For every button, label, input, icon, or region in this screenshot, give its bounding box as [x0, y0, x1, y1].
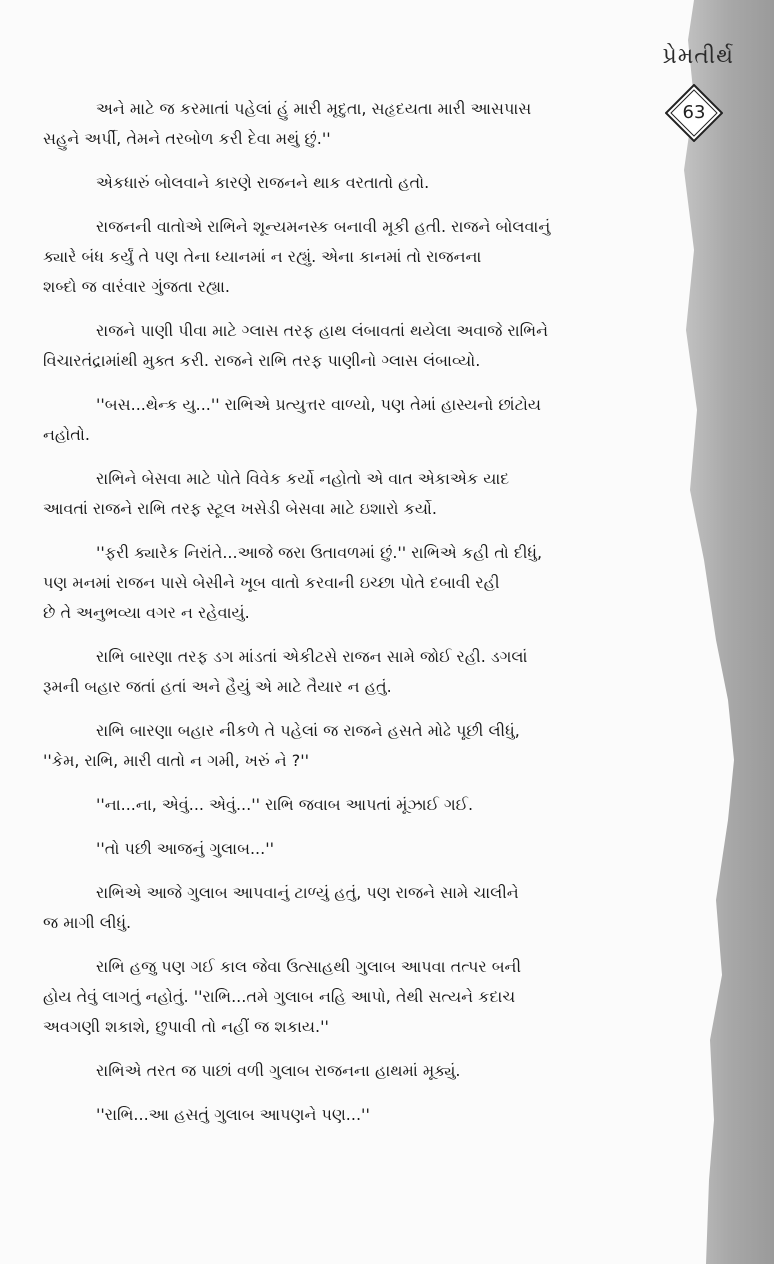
text-line: રાભિએ આજે ગુલાબ આપવાનું ટાળ્યું હતું, પણ રાજને સામે ચાલીને	[96, 883, 519, 902]
text-line: ''રાભિ...આ હસતું ગુલાબ આપણને પણ...''	[96, 1105, 370, 1124]
paragraph	[96, 834, 656, 864]
page-number: 63	[682, 102, 706, 123]
text-line: છે તે અનુભવ્યા વગર ન રહેવાયું.	[43, 603, 250, 622]
paragraph	[43, 538, 656, 628]
text-line: ''ના...ના, એવું... એવું...'' રાભિ જવાબ આપતાં મૂંઝાઈ ગઈ.	[96, 795, 474, 814]
paragraph	[43, 94, 656, 154]
text-line: ''બસ...થેન્ક યુ...'' રાભિએ પ્રત્યુત્તર વાળ્યો, પણ તેમાં હાસ્યનો છાંટોય	[96, 395, 542, 414]
paragraph	[96, 1100, 656, 1130]
paragraph	[43, 642, 656, 702]
paragraph	[43, 316, 656, 376]
text-line: હોય તેવું લાગતું નહોતું. ''રાભિ...તમે ગુલાબ નહિ આપો, તેથી સત્યને કદાચ	[43, 987, 516, 1006]
text-line: અવગણી શકાશે, છુપાવી તો નહીં જ શકાય.''	[43, 1017, 329, 1036]
text-line: રાભિને બેસવા માટે પોતે વિવેક કર્યો નહોતો એ વાત એકાએક યાદ	[96, 469, 510, 488]
running-title: પ્રેમતીર્થ	[662, 44, 734, 69]
text-line: રાભિ બારણા તરફ ડગ માંડતાં એકીટસે રાજન સામે જોઈ રહી. ડગલાં	[96, 647, 528, 666]
text-line: રાભિએ તરત જ પાછાં વળી ગુલાબ રાજનના હાથમાં મૂક્યું.	[96, 1061, 461, 1080]
paragraph	[96, 168, 656, 198]
text-line: રાભિ હજુ પણ ગઈ કાલ જેવા ઉત્સાહથી ગુલાબ આપવા તત્પર બની	[96, 957, 522, 976]
text-line: વિચારતંદ્રામાંથી મુક્ત કરી. રાજને રાભિ તરફ પાણીનો ગ્લાસ લંબાવ્યો.	[43, 351, 481, 370]
text-line: રૂમની બહાર જતાં હતાં અને હૈયું એ માટે તૈયાર ન હતું.	[43, 677, 392, 696]
text-line: એકધારું બોલવાને કારણે રાજનને થાક વરતાતો હતો.	[96, 173, 430, 192]
text-line: ''કેમ, રાભિ, મારી વાતો ન ગમી, ખરું ને ?''	[43, 751, 310, 770]
text-line: સહુને અર્પી, તેમને તરબોળ કરી દેવા મથું છું.''	[43, 129, 331, 148]
paragraph	[43, 878, 656, 938]
text-line: પણ મનમાં રાજન પાસે બેસીને ખૂબ વાતો કરવાની ઇચ્છા પોતે દબાવી રહી	[43, 573, 500, 592]
paragraph	[43, 390, 656, 450]
text-line: અને માટે જ કરમાતાં પહેલાં હું મારી મૃદુતા, સહૃદયતા મારી આસપાસ	[96, 99, 532, 118]
text-line: ક્યારે બંધ કર્યું તે પણ તેના ધ્યાનમાં ન રહ્યું. એના કાનમાં તો રાજનના	[43, 247, 482, 266]
paragraph	[96, 790, 656, 820]
text-line: રાજનની વાતોએ રાભિને શૂન્યમનસ્ક બનાવી મૂકી હતી. રાજને બોલવાનું	[96, 217, 551, 236]
paragraph	[43, 464, 656, 524]
text-line: આવતાં રાજને રાભિ તરફ સ્ટૂલ ખસેડી બેસવા માટે ઇશારો કર્યો.	[43, 499, 437, 518]
text-line: રાજને પાણી પીવા માટે ગ્લાસ તરફ હાથ લંબાવતાં થયેલા અવાજે રાભિને	[96, 321, 549, 340]
paragraph	[43, 952, 656, 1042]
text-line: રાભિ બારણા બહાર નીકળે તે પહેલાં જ રાજને હસતે મોઢે પૂછી લીધું,	[96, 721, 520, 740]
text-line: શબ્દો જ વારંવાર ગુંજતા રહ્યા.	[43, 277, 231, 296]
paragraph	[96, 1056, 656, 1086]
paragraph	[43, 212, 656, 302]
text-line: જ માગી લીધું.	[43, 913, 132, 932]
text-line: ''તો પછી આજનું ગુલાબ...''	[96, 839, 274, 858]
text-line: નહોતો.	[43, 425, 90, 444]
text-line: ''ફરી ક્યારેક નિરાંતે...આજે જરા ઉતાવળમાં છું.'' રાભિએ કહી તો દીધું,	[96, 543, 543, 562]
chapter-body	[43, 94, 656, 1144]
page-edge-band	[684, 0, 774, 1264]
page-number-badge	[665, 84, 723, 142]
paragraph	[43, 716, 656, 776]
